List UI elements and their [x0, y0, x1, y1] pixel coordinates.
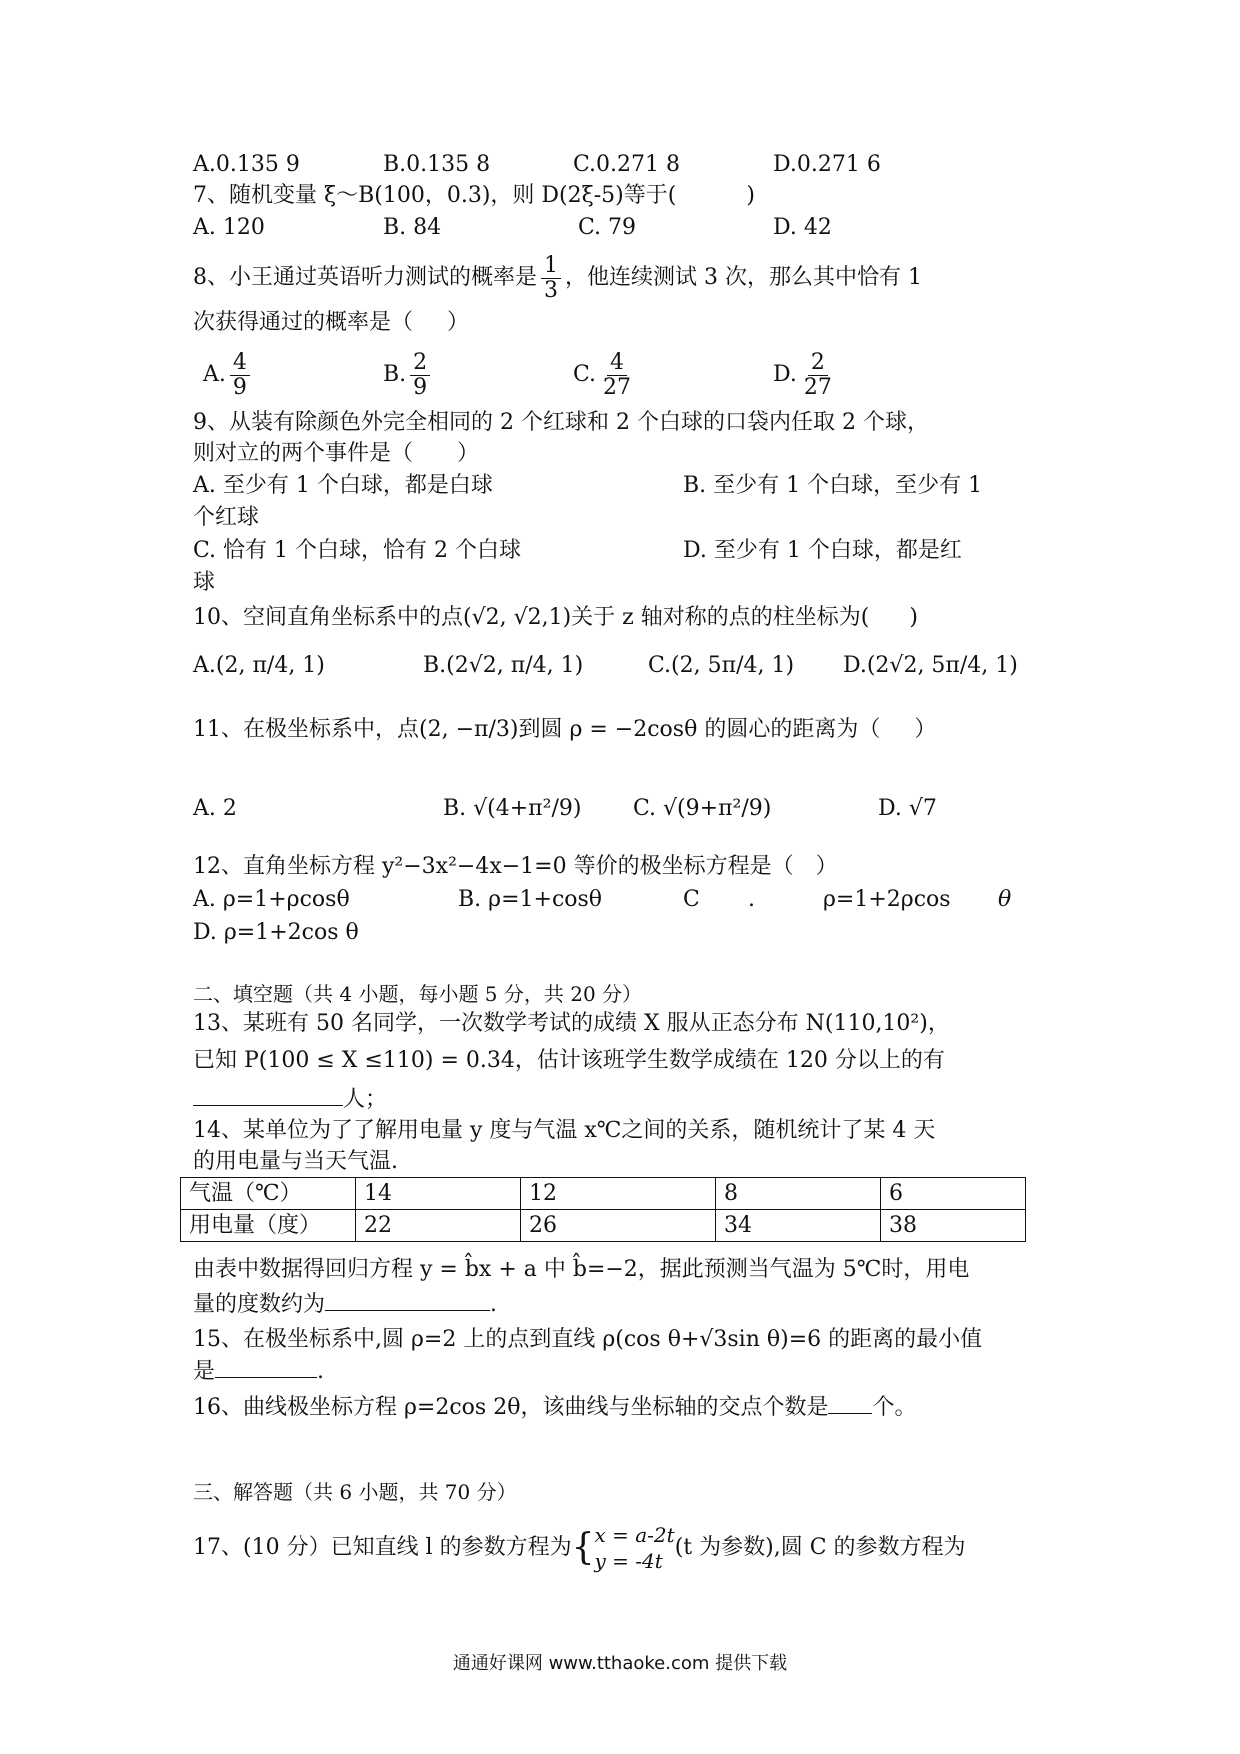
q8-stem-continued: 次获得通过的概率是（ ） — [193, 310, 470, 335]
q14-data-table — [180, 1177, 1026, 1242]
q7-option-d: D. 42 — [773, 215, 832, 240]
q6-option-d: D.0.271 6 — [773, 152, 881, 177]
q14-after-line2: 量的度数约为 . — [193, 1292, 498, 1317]
q10-option-c: C.(2, 5π/4, 1) — [648, 653, 795, 678]
q9-option-a: A. 至少有 1 个白球，都是白球 — [193, 473, 493, 498]
q9-option-c: C. 恰有 1 个白球，恰有 2 个白球 — [193, 538, 522, 563]
q9-stem-line2: 则对立的两个事件是（ ） — [193, 441, 480, 466]
table-cell: 26 — [521, 1210, 716, 1242]
q14-line2: 的用电量与当天气温. — [193, 1149, 398, 1174]
table-cell: 38 — [881, 1210, 1026, 1242]
q10-option-b: B.(2√2, π/4, 1) — [423, 653, 584, 678]
table-cell: 34 — [716, 1210, 881, 1242]
q10-stem: 10、空间直角坐标系中的点(√2, √2,1)关于 z 轴对称的点的柱坐标为( ) — [193, 605, 918, 630]
q9-option-b-cont: 个红球 — [193, 505, 260, 530]
table-cell: 6 — [881, 1178, 1026, 1210]
q14-answer-blank[interactable] — [325, 1290, 490, 1311]
q16-answer-blank[interactable] — [828, 1393, 872, 1414]
q17-stem: 17、(10 分）已知直线 l 的参数方程为{ x = a-2t y = -4t (t 为参数),圆 C 的参数方程为 — [193, 1523, 966, 1573]
q9-option-b: B. 至少有 1 个白球，至少有 1 — [683, 473, 983, 498]
q17-param-equations: x = a-2t y = -4t — [594, 1523, 675, 1573]
q11-option-a: A. 2 — [193, 796, 237, 821]
q9-option-d-cont: 球 — [193, 570, 216, 595]
q9-stem-line1: 9、从装有除颜色外完全相同的 2 个红球和 2 个白球的口袋内任取 2 个球， — [193, 410, 929, 435]
q8-fraction: $\frac{1}{3}$ — [541, 254, 561, 301]
q12-option-a: A. ρ=1+ρcosθ — [193, 887, 350, 912]
q15-line1: 15、在极坐标系中,圆 ρ=2 上的点到直线 ρ(cos θ+√3sin θ)=6 的距离的最小值 — [193, 1327, 983, 1352]
q9-option-d: D. 至少有 1 个白球，都是红 — [683, 538, 962, 563]
q15-line2: 是 . — [193, 1359, 325, 1384]
q8-option-a: A. $\frac{4}{9}$ — [203, 345, 254, 405]
q13-line3: 人； — [193, 1085, 387, 1114]
section3-title: 三、解答题（共 6 小题，共 70 分） — [193, 1480, 517, 1504]
q14-after-line1: 由表中数据得回归方程 y = b̂x + a 中 b̂=−2，据此预测当气温为 5℃时，用电 — [193, 1257, 970, 1282]
brace-symbol: { — [571, 1527, 595, 1568]
q12-option-c-label: C — [683, 887, 700, 912]
q7-stem: 7、随机变量 ξ～B(100，0.3)，则 D(2ξ-5)等于( ) — [193, 183, 755, 208]
page-footer: 通通好课网 www.tthaoke.com 提供下载 — [452, 1653, 788, 1674]
q11-stem: 11、在极坐标系中，点(2, −π/3)到圆 ρ = −2cosθ 的圆心的距离为（ ） — [193, 717, 937, 742]
table-row-label: 气温（℃） — [181, 1178, 356, 1210]
table-cell: 12 — [521, 1178, 716, 1210]
q8-stem: 8、小王通过英语听力测试的概率是 $\frac{1}{3}$ ，他连续测试 3 次，那么其中恰有 1 — [193, 253, 922, 303]
table-cell: 22 — [356, 1210, 521, 1242]
q12-option-c: ρ=1+2ρcos — [823, 887, 951, 912]
q8-option-d: D. $\frac{2}{27}$ — [773, 350, 832, 400]
q6-option-c: C.0.271 8 — [573, 152, 681, 177]
q8-option-c: C. $\frac{4}{27}$ — [573, 350, 632, 400]
q12-stem: 12、直角坐标方程 y²−3x²−4x−1=0 等价的极坐标方程是（ ） — [193, 854, 838, 879]
q11-option-d: D. √7 — [878, 796, 937, 821]
q13-line1: 13、某班有 50 名同学，一次数学考试的成绩 X 服从正态分布 N(110,10²)， — [193, 1011, 950, 1036]
q14-line1: 14、某单位为了了解用电量 y 度与气温 x℃之间的关系，随机统计了某 4 天 — [193, 1118, 936, 1143]
q12-option-c-dot: . — [748, 887, 755, 912]
q11-option-c: C. √(9+π²/9) — [633, 796, 772, 821]
q11-option-b: B. √(4+π²/9) — [443, 796, 582, 821]
q6-option-b: B.0.135 8 — [383, 152, 491, 177]
q16-stem: 16、曲线极坐标方程 ρ=2cos 2θ，该曲线与坐标轴的交点个数是 个。 — [193, 1395, 917, 1420]
table-row — [181, 1178, 1026, 1210]
q7-option-a: A. 120 — [193, 215, 265, 240]
q13-answer-blank[interactable] — [193, 1085, 343, 1106]
q10-option-a: A.(2, π/4, 1) — [193, 653, 325, 678]
table-cell: 14 — [356, 1178, 521, 1210]
q13-line2: 已知 P(100 ≤ X ≤110) = 0.34，估计该班学生数学成绩在 120 分以上的有 — [193, 1048, 945, 1073]
section2-title: 二、填空题（共 4 小题，每小题 5 分，共 20 分） — [193, 982, 643, 1006]
table-cell: 8 — [716, 1178, 881, 1210]
q12-option-d: D. ρ=1+2cos θ — [193, 920, 359, 945]
q15-answer-blank[interactable] — [215, 1357, 317, 1378]
q6-option-a: A.0.135 9 — [193, 152, 300, 177]
q10-option-d: D.(2√2, 5π/4, 1) — [843, 653, 1018, 678]
table-row — [181, 1210, 1026, 1242]
q12-option-c-theta: θ — [998, 887, 1012, 912]
q12-option-b: B. ρ=1+cosθ — [458, 887, 603, 912]
q7-option-c: C. 79 — [578, 215, 637, 240]
q8-option-b: B. $\frac{2}{9}$ — [383, 345, 434, 405]
q7-option-b: B. 84 — [383, 215, 442, 240]
table-row-label: 用电量（度） — [181, 1210, 356, 1242]
